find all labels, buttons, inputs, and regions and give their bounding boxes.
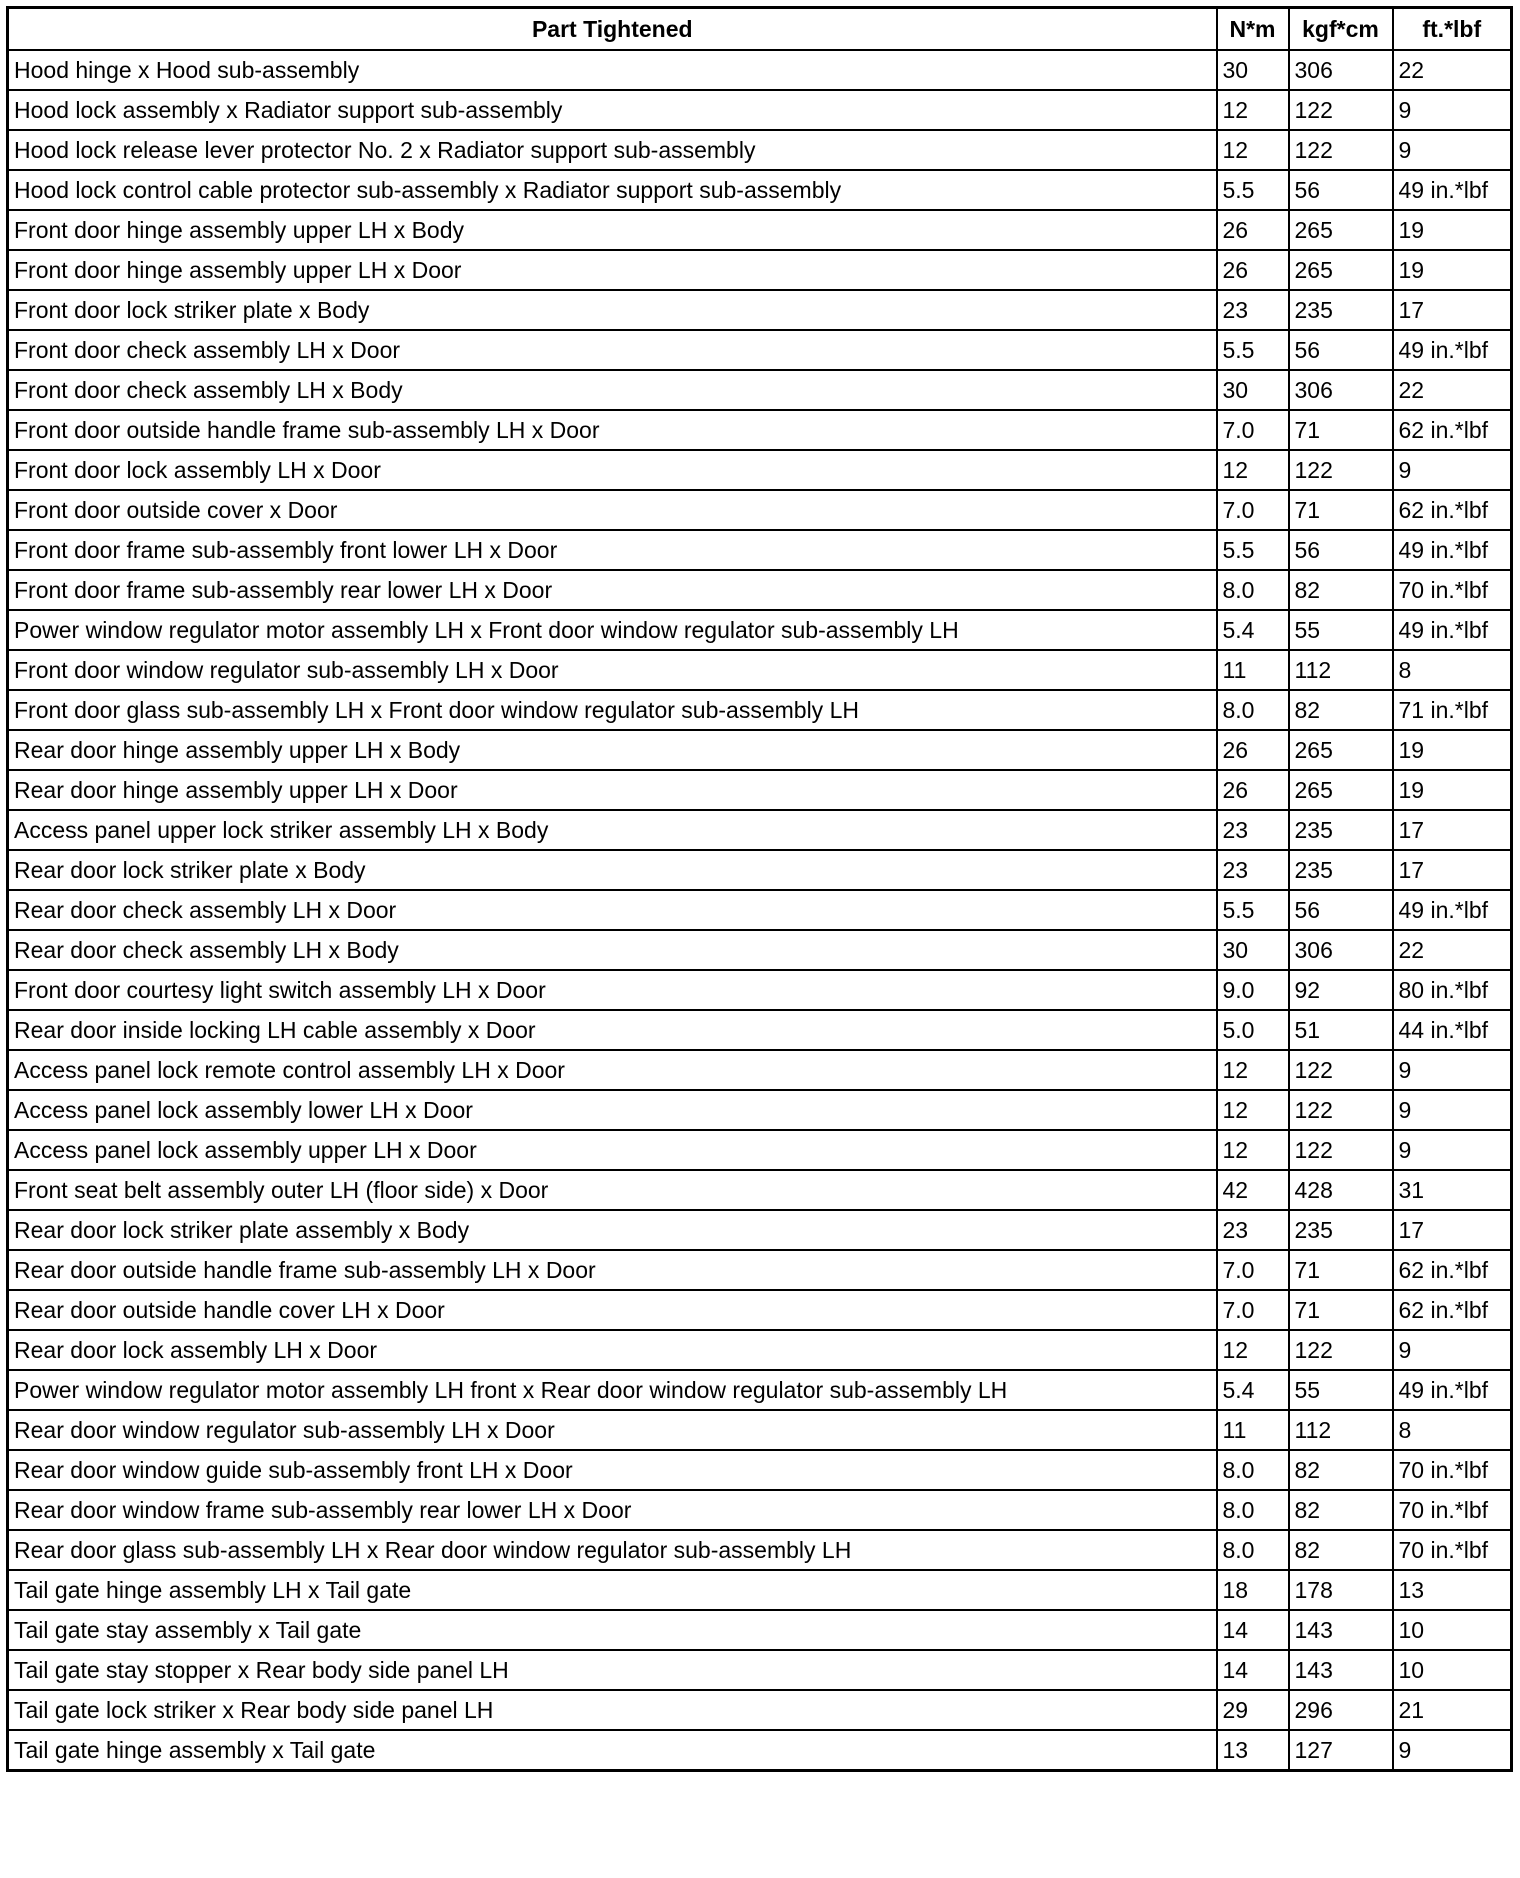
part-tightened-cell: Front door hinge assembly upper LH x Door bbox=[8, 250, 1217, 290]
table-row bbox=[8, 410, 1512, 450]
ftlbf-cell: 49 in.*lbf bbox=[1393, 170, 1512, 210]
table-row bbox=[8, 1010, 1512, 1050]
ftlbf-cell: 8 bbox=[1393, 650, 1512, 690]
kgfcm-cell: 71 bbox=[1289, 1250, 1393, 1290]
nm-cell: 30 bbox=[1217, 50, 1289, 90]
nm-cell: 26 bbox=[1217, 770, 1289, 810]
ftlbf-cell: 49 in.*lbf bbox=[1393, 330, 1512, 370]
kgfcm-cell: 82 bbox=[1289, 570, 1393, 610]
part-tightened-cell: Tail gate lock striker x Rear body side panel LH bbox=[8, 1690, 1217, 1730]
nm-cell: 5.4 bbox=[1217, 1370, 1289, 1410]
nm-cell: 12 bbox=[1217, 1330, 1289, 1370]
part-tightened-cell: Front door check assembly LH x Body bbox=[8, 370, 1217, 410]
table-header bbox=[8, 8, 1512, 51]
nm-cell: 5.5 bbox=[1217, 890, 1289, 930]
table-row bbox=[8, 1290, 1512, 1330]
part-tightened-cell: Rear door outside handle frame sub-assembly LH x Door bbox=[8, 1250, 1217, 1290]
nm-cell: 26 bbox=[1217, 730, 1289, 770]
ftlbf-cell: 44 in.*lbf bbox=[1393, 1010, 1512, 1050]
table-row bbox=[8, 970, 1512, 1010]
ftlbf-cell: 9 bbox=[1393, 1330, 1512, 1370]
part-tightened-cell: Rear door outside handle cover LH x Door bbox=[8, 1290, 1217, 1330]
kgfcm-cell: 122 bbox=[1289, 1050, 1393, 1090]
header-ftlbf: ft.*lbf bbox=[1393, 8, 1512, 51]
part-tightened-cell: Rear door check assembly LH x Door bbox=[8, 890, 1217, 930]
table-row bbox=[8, 330, 1512, 370]
table-row bbox=[8, 730, 1512, 770]
ftlbf-cell: 49 in.*lbf bbox=[1393, 1370, 1512, 1410]
header-part-tightened: Part Tightened bbox=[8, 8, 1217, 51]
kgfcm-cell: 71 bbox=[1289, 410, 1393, 450]
part-tightened-cell: Tail gate stay stopper x Rear body side panel LH bbox=[8, 1650, 1217, 1690]
nm-cell: 7.0 bbox=[1217, 490, 1289, 530]
table-row bbox=[8, 1730, 1512, 1771]
kgfcm-cell: 235 bbox=[1289, 1210, 1393, 1250]
part-tightened-cell: Front door courtesy light switch assembly LH x Door bbox=[8, 970, 1217, 1010]
part-tightened-cell: Rear door window frame sub-assembly rear lower LH x Door bbox=[8, 1490, 1217, 1530]
nm-cell: 11 bbox=[1217, 650, 1289, 690]
ftlbf-cell: 9 bbox=[1393, 90, 1512, 130]
part-tightened-cell: Power window regulator motor assembly LH front x Rear door window regulator sub-assembly LH bbox=[8, 1370, 1217, 1410]
nm-cell: 8.0 bbox=[1217, 1450, 1289, 1490]
kgfcm-cell: 56 bbox=[1289, 170, 1393, 210]
kgfcm-cell: 56 bbox=[1289, 330, 1393, 370]
kgfcm-cell: 306 bbox=[1289, 50, 1393, 90]
header-row bbox=[8, 8, 1512, 51]
table-row bbox=[8, 810, 1512, 850]
part-tightened-cell: Hood lock release lever protector No. 2 x Radiator support sub-assembly bbox=[8, 130, 1217, 170]
part-tightened-cell: Access panel lock remote control assembly LH x Door bbox=[8, 1050, 1217, 1090]
kgfcm-cell: 55 bbox=[1289, 610, 1393, 650]
table-row bbox=[8, 610, 1512, 650]
part-tightened-cell: Rear door window regulator sub-assembly LH x Door bbox=[8, 1410, 1217, 1450]
part-tightened-cell: Access panel upper lock striker assembly LH x Body bbox=[8, 810, 1217, 850]
ftlbf-cell: 9 bbox=[1393, 1050, 1512, 1090]
torque-specification-table bbox=[6, 6, 1513, 1772]
ftlbf-cell: 9 bbox=[1393, 450, 1512, 490]
part-tightened-cell: Power window regulator motor assembly LH x Front door window regulator sub-assembly LH bbox=[8, 610, 1217, 650]
kgfcm-cell: 51 bbox=[1289, 1010, 1393, 1050]
table-row bbox=[8, 1650, 1512, 1690]
table-row bbox=[8, 450, 1512, 490]
nm-cell: 26 bbox=[1217, 250, 1289, 290]
part-tightened-cell: Front door lock assembly LH x Door bbox=[8, 450, 1217, 490]
nm-cell: 11 bbox=[1217, 1410, 1289, 1450]
ftlbf-cell: 62 in.*lbf bbox=[1393, 410, 1512, 450]
nm-cell: 14 bbox=[1217, 1650, 1289, 1690]
ftlbf-cell: 13 bbox=[1393, 1570, 1512, 1610]
table-row bbox=[8, 770, 1512, 810]
part-tightened-cell: Front door glass sub-assembly LH x Front door window regulator sub-assembly LH bbox=[8, 690, 1217, 730]
part-tightened-cell: Rear door lock striker plate assembly x Body bbox=[8, 1210, 1217, 1250]
table-body bbox=[8, 50, 1512, 1771]
kgfcm-cell: 143 bbox=[1289, 1650, 1393, 1690]
kgfcm-cell: 56 bbox=[1289, 530, 1393, 570]
part-tightened-cell: Rear door hinge assembly upper LH x Body bbox=[8, 730, 1217, 770]
nm-cell: 8.0 bbox=[1217, 690, 1289, 730]
kgfcm-cell: 296 bbox=[1289, 1690, 1393, 1730]
part-tightened-cell: Rear door hinge assembly upper LH x Door bbox=[8, 770, 1217, 810]
table-row bbox=[8, 90, 1512, 130]
nm-cell: 5.0 bbox=[1217, 1010, 1289, 1050]
nm-cell: 30 bbox=[1217, 370, 1289, 410]
nm-cell: 8.0 bbox=[1217, 1490, 1289, 1530]
ftlbf-cell: 19 bbox=[1393, 730, 1512, 770]
ftlbf-cell: 49 in.*lbf bbox=[1393, 530, 1512, 570]
table-row bbox=[8, 650, 1512, 690]
table-row bbox=[8, 290, 1512, 330]
part-tightened-cell: Hood hinge x Hood sub-assembly bbox=[8, 50, 1217, 90]
ftlbf-cell: 80 in.*lbf bbox=[1393, 970, 1512, 1010]
kgfcm-cell: 56 bbox=[1289, 890, 1393, 930]
ftlbf-cell: 31 bbox=[1393, 1170, 1512, 1210]
ftlbf-cell: 49 in.*lbf bbox=[1393, 890, 1512, 930]
kgfcm-cell: 71 bbox=[1289, 490, 1393, 530]
ftlbf-cell: 70 in.*lbf bbox=[1393, 1450, 1512, 1490]
table-row bbox=[8, 490, 1512, 530]
kgfcm-cell: 82 bbox=[1289, 1490, 1393, 1530]
header-nm: N*m bbox=[1217, 8, 1289, 51]
ftlbf-cell: 49 in.*lbf bbox=[1393, 610, 1512, 650]
part-tightened-cell: Hood lock assembly x Radiator support sub-assembly bbox=[8, 90, 1217, 130]
ftlbf-cell: 9 bbox=[1393, 1130, 1512, 1170]
ftlbf-cell: 22 bbox=[1393, 50, 1512, 90]
table-row bbox=[8, 210, 1512, 250]
table-row bbox=[8, 1210, 1512, 1250]
kgfcm-cell: 82 bbox=[1289, 1530, 1393, 1570]
ftlbf-cell: 9 bbox=[1393, 1090, 1512, 1130]
part-tightened-cell: Rear door check assembly LH x Body bbox=[8, 930, 1217, 970]
part-tightened-cell: Rear door lock assembly LH x Door bbox=[8, 1330, 1217, 1370]
ftlbf-cell: 22 bbox=[1393, 930, 1512, 970]
ftlbf-cell: 22 bbox=[1393, 370, 1512, 410]
part-tightened-cell: Tail gate hinge assembly LH x Tail gate bbox=[8, 1570, 1217, 1610]
kgfcm-cell: 122 bbox=[1289, 1130, 1393, 1170]
nm-cell: 9.0 bbox=[1217, 970, 1289, 1010]
table-row bbox=[8, 50, 1512, 90]
part-tightened-cell: Front door outside handle frame sub-assembly LH x Door bbox=[8, 410, 1217, 450]
ftlbf-cell: 9 bbox=[1393, 1730, 1512, 1771]
nm-cell: 12 bbox=[1217, 130, 1289, 170]
kgfcm-cell: 306 bbox=[1289, 930, 1393, 970]
ftlbf-cell: 19 bbox=[1393, 770, 1512, 810]
table-row bbox=[8, 1050, 1512, 1090]
part-tightened-cell: Rear door inside locking LH cable assembly x Door bbox=[8, 1010, 1217, 1050]
nm-cell: 23 bbox=[1217, 810, 1289, 850]
part-tightened-cell: Access panel lock assembly upper LH x Door bbox=[8, 1130, 1217, 1170]
table-row bbox=[8, 1130, 1512, 1170]
table-row bbox=[8, 1570, 1512, 1610]
ftlbf-cell: 9 bbox=[1393, 130, 1512, 170]
nm-cell: 5.4 bbox=[1217, 610, 1289, 650]
kgfcm-cell: 122 bbox=[1289, 1330, 1393, 1370]
nm-cell: 12 bbox=[1217, 450, 1289, 490]
kgfcm-cell: 122 bbox=[1289, 130, 1393, 170]
table-row bbox=[8, 1610, 1512, 1650]
nm-cell: 5.5 bbox=[1217, 170, 1289, 210]
ftlbf-cell: 17 bbox=[1393, 290, 1512, 330]
ftlbf-cell: 21 bbox=[1393, 1690, 1512, 1730]
table-row bbox=[8, 250, 1512, 290]
ftlbf-cell: 62 in.*lbf bbox=[1393, 1250, 1512, 1290]
kgfcm-cell: 112 bbox=[1289, 650, 1393, 690]
table-row bbox=[8, 930, 1512, 970]
nm-cell: 23 bbox=[1217, 850, 1289, 890]
kgfcm-cell: 122 bbox=[1289, 450, 1393, 490]
ftlbf-cell: 62 in.*lbf bbox=[1393, 490, 1512, 530]
nm-cell: 8.0 bbox=[1217, 1530, 1289, 1570]
table-row bbox=[8, 1490, 1512, 1530]
ftlbf-cell: 70 in.*lbf bbox=[1393, 570, 1512, 610]
kgfcm-cell: 235 bbox=[1289, 850, 1393, 890]
nm-cell: 26 bbox=[1217, 210, 1289, 250]
kgfcm-cell: 265 bbox=[1289, 770, 1393, 810]
nm-cell: 12 bbox=[1217, 1130, 1289, 1170]
kgfcm-cell: 265 bbox=[1289, 250, 1393, 290]
nm-cell: 14 bbox=[1217, 1610, 1289, 1650]
header-kgfcm: kgf*cm bbox=[1289, 8, 1393, 51]
part-tightened-cell: Hood lock control cable protector sub-assembly x Radiator support sub-assembly bbox=[8, 170, 1217, 210]
table-row bbox=[8, 1530, 1512, 1570]
part-tightened-cell: Front door frame sub-assembly rear lower LH x Door bbox=[8, 570, 1217, 610]
part-tightened-cell: Access panel lock assembly lower LH x Door bbox=[8, 1090, 1217, 1130]
kgfcm-cell: 82 bbox=[1289, 1450, 1393, 1490]
kgfcm-cell: 122 bbox=[1289, 90, 1393, 130]
kgfcm-cell: 55 bbox=[1289, 1370, 1393, 1410]
nm-cell: 7.0 bbox=[1217, 410, 1289, 450]
kgfcm-cell: 178 bbox=[1289, 1570, 1393, 1610]
part-tightened-cell: Rear door window guide sub-assembly front LH x Door bbox=[8, 1450, 1217, 1490]
part-tightened-cell: Tail gate stay assembly x Tail gate bbox=[8, 1610, 1217, 1650]
kgfcm-cell: 306 bbox=[1289, 370, 1393, 410]
table-row bbox=[8, 1690, 1512, 1730]
nm-cell: 8.0 bbox=[1217, 570, 1289, 610]
kgfcm-cell: 122 bbox=[1289, 1090, 1393, 1130]
nm-cell: 30 bbox=[1217, 930, 1289, 970]
part-tightened-cell: Front seat belt assembly outer LH (floor side) x Door bbox=[8, 1170, 1217, 1210]
nm-cell: 23 bbox=[1217, 290, 1289, 330]
kgfcm-cell: 428 bbox=[1289, 1170, 1393, 1210]
part-tightened-cell: Tail gate hinge assembly x Tail gate bbox=[8, 1730, 1217, 1771]
nm-cell: 12 bbox=[1217, 90, 1289, 130]
ftlbf-cell: 71 in.*lbf bbox=[1393, 690, 1512, 730]
kgfcm-cell: 265 bbox=[1289, 210, 1393, 250]
nm-cell: 5.5 bbox=[1217, 530, 1289, 570]
part-tightened-cell: Rear door lock striker plate x Body bbox=[8, 850, 1217, 890]
nm-cell: 12 bbox=[1217, 1050, 1289, 1090]
kgfcm-cell: 265 bbox=[1289, 730, 1393, 770]
part-tightened-cell: Front door frame sub-assembly front lower LH x Door bbox=[8, 530, 1217, 570]
nm-cell: 23 bbox=[1217, 1210, 1289, 1250]
part-tightened-cell: Front door window regulator sub-assembly LH x Door bbox=[8, 650, 1217, 690]
table-row bbox=[8, 570, 1512, 610]
table-row bbox=[8, 130, 1512, 170]
ftlbf-cell: 62 in.*lbf bbox=[1393, 1290, 1512, 1330]
kgfcm-cell: 143 bbox=[1289, 1610, 1393, 1650]
table-row bbox=[8, 690, 1512, 730]
table-row bbox=[8, 1370, 1512, 1410]
ftlbf-cell: 17 bbox=[1393, 810, 1512, 850]
table-row bbox=[8, 530, 1512, 570]
table-row bbox=[8, 170, 1512, 210]
table-row bbox=[8, 890, 1512, 930]
nm-cell: 18 bbox=[1217, 1570, 1289, 1610]
ftlbf-cell: 8 bbox=[1393, 1410, 1512, 1450]
kgfcm-cell: 82 bbox=[1289, 690, 1393, 730]
table-row bbox=[8, 370, 1512, 410]
nm-cell: 12 bbox=[1217, 1090, 1289, 1130]
table-row bbox=[8, 1170, 1512, 1210]
table-row bbox=[8, 1090, 1512, 1130]
ftlbf-cell: 17 bbox=[1393, 850, 1512, 890]
table-row bbox=[8, 1450, 1512, 1490]
ftlbf-cell: 70 in.*lbf bbox=[1393, 1490, 1512, 1530]
kgfcm-cell: 112 bbox=[1289, 1410, 1393, 1450]
table-row bbox=[8, 1250, 1512, 1290]
nm-cell: 42 bbox=[1217, 1170, 1289, 1210]
table-row bbox=[8, 1330, 1512, 1370]
kgfcm-cell: 235 bbox=[1289, 810, 1393, 850]
nm-cell: 7.0 bbox=[1217, 1290, 1289, 1330]
part-tightened-cell: Front door check assembly LH x Door bbox=[8, 330, 1217, 370]
part-tightened-cell: Front door lock striker plate x Body bbox=[8, 290, 1217, 330]
part-tightened-cell: Front door hinge assembly upper LH x Body bbox=[8, 210, 1217, 250]
kgfcm-cell: 235 bbox=[1289, 290, 1393, 330]
ftlbf-cell: 19 bbox=[1393, 210, 1512, 250]
ftlbf-cell: 17 bbox=[1393, 1210, 1512, 1250]
table-row bbox=[8, 850, 1512, 890]
kgfcm-cell: 71 bbox=[1289, 1290, 1393, 1330]
ftlbf-cell: 10 bbox=[1393, 1610, 1512, 1650]
part-tightened-cell: Front door outside cover x Door bbox=[8, 490, 1217, 530]
part-tightened-cell: Rear door glass sub-assembly LH x Rear door window regulator sub-assembly LH bbox=[8, 1530, 1217, 1570]
ftlbf-cell: 19 bbox=[1393, 250, 1512, 290]
table-row bbox=[8, 1410, 1512, 1450]
nm-cell: 13 bbox=[1217, 1730, 1289, 1771]
ftlbf-cell: 10 bbox=[1393, 1650, 1512, 1690]
nm-cell: 5.5 bbox=[1217, 330, 1289, 370]
nm-cell: 29 bbox=[1217, 1690, 1289, 1730]
kgfcm-cell: 127 bbox=[1289, 1730, 1393, 1771]
nm-cell: 7.0 bbox=[1217, 1250, 1289, 1290]
ftlbf-cell: 70 in.*lbf bbox=[1393, 1530, 1512, 1570]
kgfcm-cell: 92 bbox=[1289, 970, 1393, 1010]
